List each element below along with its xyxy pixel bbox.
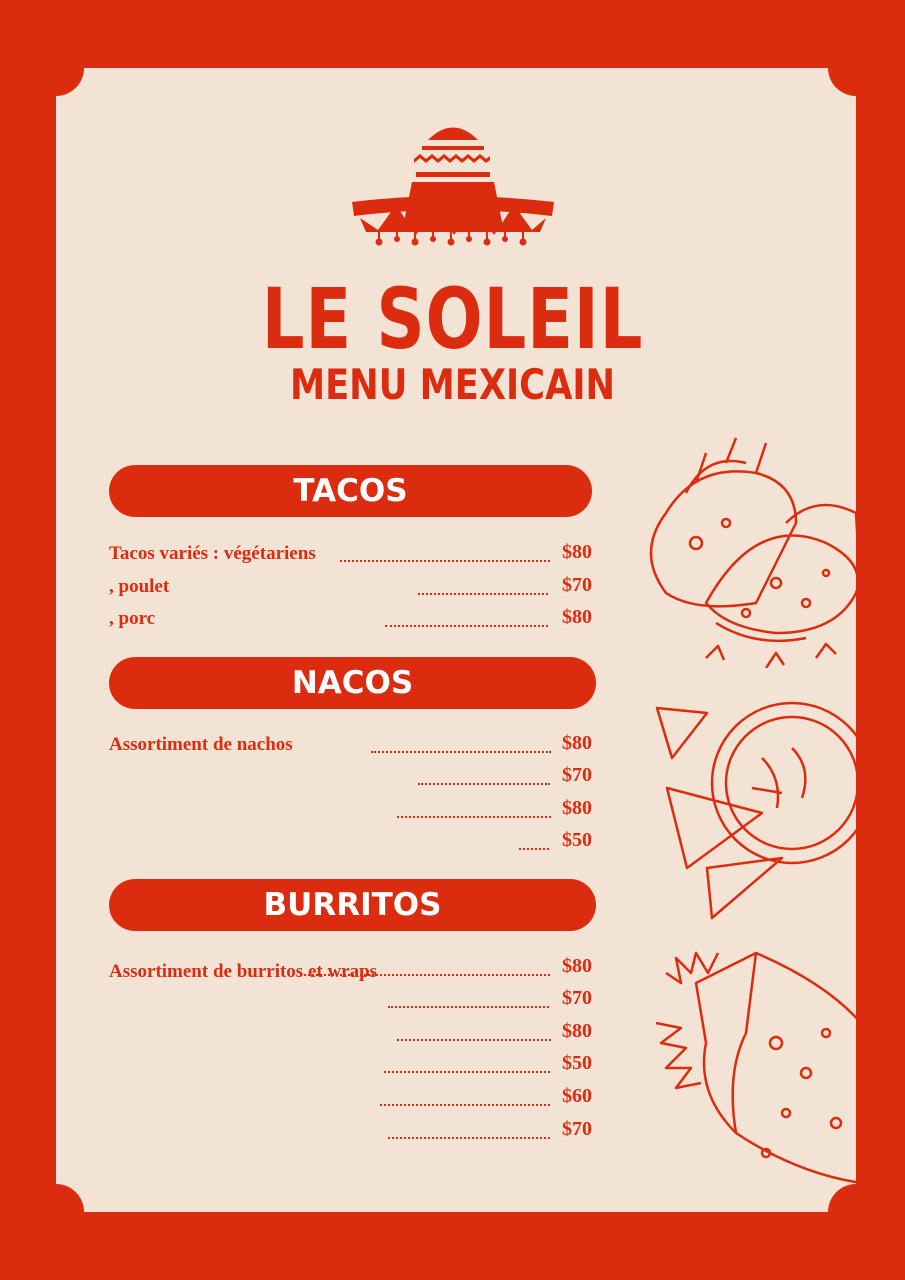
menu-item: [0, 1022, 905, 1048]
corner-decoration: [28, 40, 84, 96]
item-price: $50: [562, 829, 592, 851]
menu-item: [0, 1054, 905, 1080]
dot-leader: [519, 848, 549, 850]
menu-item: [0, 1120, 905, 1146]
menu-item: [0, 608, 905, 634]
dot-leader: [384, 1071, 550, 1073]
restaurant-title: LE SOLEIL: [261, 270, 644, 368]
section-header-burritos: BURRITOS: [109, 879, 596, 931]
item-price: $80: [562, 1020, 592, 1042]
menu-item: [0, 766, 905, 792]
item-price: $80: [562, 732, 592, 754]
item-price: $80: [562, 606, 592, 628]
item-label: Assortiment de burritos et wraps: [109, 961, 378, 982]
dot-leader: [418, 783, 550, 785]
dot-leader: [418, 593, 548, 595]
dot-leader: [371, 751, 551, 753]
item-price: $70: [562, 574, 592, 596]
menu-item: [0, 989, 905, 1015]
dot-leader: [380, 1104, 550, 1106]
dot-leader: [388, 1006, 549, 1008]
item-price: $80: [562, 541, 592, 563]
item-label: , porc: [109, 608, 156, 629]
section-header-nacos: NACOS: [109, 657, 596, 709]
item-price: $70: [562, 987, 592, 1009]
dot-leader: [385, 625, 548, 627]
sombrero-icon: [350, 120, 556, 250]
item-label: , poulet: [109, 576, 170, 597]
dot-leader: [340, 560, 550, 562]
item-price: $80: [562, 797, 592, 819]
item-price: $70: [562, 764, 592, 786]
item-price: $80: [562, 955, 592, 977]
menu-item: [0, 576, 905, 602]
menu-item: [0, 1087, 905, 1113]
menu-item: [0, 543, 905, 569]
corner-decoration: [828, 1184, 884, 1240]
corner-decoration: [828, 40, 884, 96]
section-header-tacos: TACOS: [109, 465, 592, 517]
item-label: Assortiment de nachos: [109, 734, 293, 755]
menu-item: [0, 831, 905, 857]
menu-subtitle: MENU MEXICAIN: [289, 360, 616, 409]
corner-decoration: [28, 1184, 84, 1240]
dot-leader: [397, 816, 551, 818]
dot-leader: [397, 1039, 551, 1041]
item-price: $60: [562, 1085, 592, 1107]
menu-item: [0, 734, 905, 760]
menu-item: [0, 957, 905, 983]
item-price: $70: [562, 1118, 592, 1140]
item-label: Tacos variés : végétariens: [109, 543, 316, 564]
dot-leader: [388, 1137, 550, 1139]
item-price: $50: [562, 1052, 592, 1074]
menu-item: [0, 799, 905, 825]
